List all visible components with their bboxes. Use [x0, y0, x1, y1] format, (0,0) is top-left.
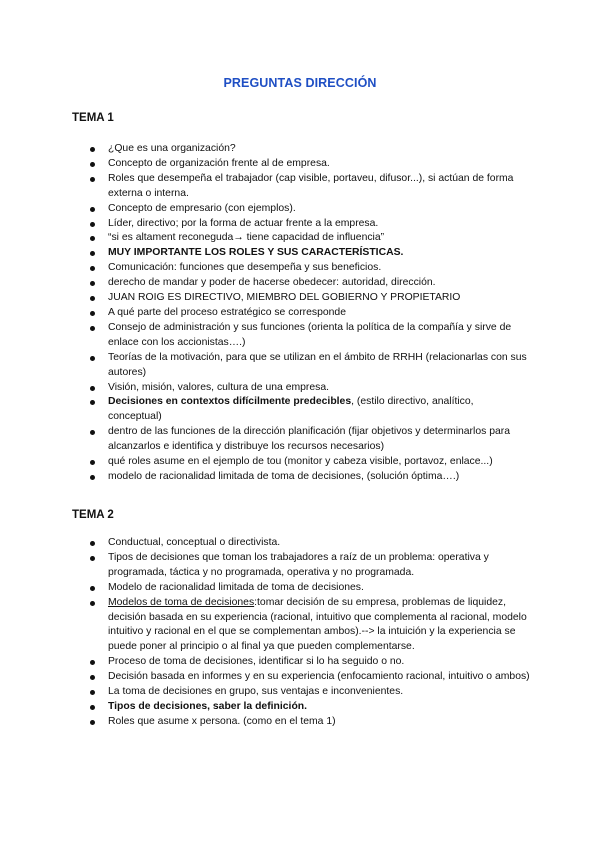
list-item-text: Roles que desempeña el trabajador (cap visible, portaveu, difusor...), si actúan de forma externa o interna. — [108, 172, 514, 199]
list-item — [90, 276, 530, 291]
bullet-icon — [90, 207, 95, 212]
bullet-icon — [90, 460, 95, 465]
list-item — [90, 142, 530, 157]
bullet-icon — [90, 475, 95, 480]
list-item — [90, 306, 530, 321]
list-item-text: Modelo de racionalidad limitada de toma de decisiones. — [108, 581, 364, 593]
bullet-icon — [90, 386, 95, 391]
list-item-text: “si es altament reconeguda→ tiene capacidad de influencia” — [108, 232, 385, 244]
list-item-text: Roles que asume x persona. (como en el tema 1) — [108, 715, 336, 727]
list-item-text: qué roles asume en el ejemplo de tou (monitor y cabeza visible, portavoz, enlace...) — [108, 456, 493, 468]
bullet-icon — [90, 556, 95, 561]
list-item — [90, 291, 530, 306]
list-item-text: Concepto de empresario (con ejemplos). — [108, 202, 296, 214]
list-item — [90, 351, 530, 381]
bullet-icon — [90, 251, 95, 256]
list-item — [90, 670, 530, 685]
list-item — [90, 172, 530, 202]
list-item-text: Tipos de decisiones, saber la definición. — [108, 700, 308, 712]
bullet-icon — [90, 236, 95, 241]
list-item — [90, 246, 530, 261]
list-item — [90, 581, 530, 596]
list-item-text: Visión, misión, valores, cultura de una empresa. — [108, 381, 330, 393]
list-item-text: La toma de decisiones en grupo, sus ventajas e inconvenientes. — [108, 686, 404, 698]
list-item-text: MUY IMPORTANTE LOS ROLES Y SUS CARACTERÍSTICAS. — [108, 247, 404, 259]
bullet-icon — [90, 326, 95, 331]
list-item-text: derecho de mandar y poder de hacerse obedecer: autoridad, dirección. — [108, 277, 436, 289]
list-item — [90, 202, 530, 217]
bullet-icon — [90, 601, 95, 606]
list-item-text: :tomar decisión de su empresa, problemas de liquidez, decisión basada en su experiencia (racional, intuitivo que complementa al racional, modelo intuitivo y racional en el que se complementan ambos).--> la intuición y la experiencia se puede poner al principio o al final ya que pueden complementarse. — [108, 596, 527, 653]
list-item — [90, 551, 530, 581]
list-item — [90, 425, 530, 455]
list-item — [90, 685, 530, 700]
bullet-icon — [90, 177, 95, 182]
bullet-icon — [90, 430, 95, 435]
section-heading-tema-2: TEMA 2 — [72, 509, 114, 521]
bullet-icon — [90, 296, 95, 301]
list-item — [90, 655, 530, 670]
bullet-icon — [90, 266, 95, 271]
list-item-text: Concepto de organización frente al de empresa. — [108, 157, 330, 169]
list-item-text: Conductual, conceptual o directivista. — [108, 537, 281, 548]
bullet-icon — [90, 720, 95, 725]
bullet-icon — [90, 675, 95, 680]
list-item-text: Decisión basada en informes y en su experiencia (enfocamiento racional, intuitivo o ambos) — [108, 671, 530, 683]
list-item-text: ¿Que es una organización? — [108, 143, 236, 154]
section-heading-tema-1: TEMA 1 — [72, 112, 114, 124]
bullet-icon — [90, 147, 95, 152]
bullet-icon — [90, 281, 95, 286]
list-item — [90, 596, 530, 656]
list-item — [90, 455, 530, 470]
list-item-underlined-text: Modelos de toma de decisiones — [108, 596, 255, 608]
list-item-text: JUAN ROIG ES DIRECTIVO, MIEMBRO DEL GOBIERNO Y PROPIETARIO — [108, 292, 461, 304]
bullet-icon — [90, 311, 95, 316]
tema-1-question-list — [90, 142, 530, 485]
bullet-icon — [90, 356, 95, 361]
list-item — [90, 231, 530, 246]
tema-2-question-list — [90, 536, 530, 730]
list-item — [90, 217, 530, 232]
list-item-text: A qué parte del proceso estratégico se corresponde — [108, 306, 346, 318]
bullet-icon — [90, 660, 95, 665]
list-item-text: modelo de racionalidad limitada de toma de decisiones, (solución óptima….) — [108, 470, 460, 482]
list-item — [90, 395, 530, 425]
list-item — [90, 536, 530, 551]
list-item-text: dentro de las funciones de la dirección planificación (fijar objetivos y determinarlos para alcanzarlos e identifica y distribuye los recursos necesarios) — [108, 426, 510, 453]
list-item — [90, 157, 530, 172]
list-item-text: , (estilo directivo, analítico, conceptual) — [108, 396, 474, 423]
bullet-icon — [90, 541, 95, 546]
list-item — [90, 261, 530, 276]
document-title: PREGUNTAS DIRECCIÓN — [223, 76, 377, 90]
bullet-icon — [90, 222, 95, 227]
bullet-icon — [90, 705, 95, 710]
list-item — [90, 715, 530, 730]
list-item-text: Líder, directivo; por la forma de actuar frente a la empresa. — [108, 217, 379, 229]
list-item-text: Comunicación: funciones que desempeña y sus beneficios. — [108, 262, 382, 274]
list-item-text: Tipos de decisiones que toman los trabajadores a raíz de un problema: operativa y programada, táctica y no programada, operativa y no programada. — [108, 551, 489, 578]
bullet-icon — [90, 586, 95, 591]
list-item-text: Consejo de administración y sus funciones (orienta la política de la compañía y sirve de enlace con los accionistas….) — [108, 321, 512, 348]
bullet-icon — [90, 400, 95, 405]
bullet-icon — [90, 162, 95, 167]
list-item — [90, 381, 530, 396]
list-item-text: Proceso de toma de decisiones, identificar si lo ha seguido o no. — [108, 656, 405, 668]
list-item-bold-text: Decisiones en contextos difícilmente predecibles — [108, 396, 352, 408]
list-item — [90, 700, 530, 715]
bullet-icon — [90, 690, 95, 695]
list-item — [90, 321, 530, 351]
list-item — [90, 470, 530, 485]
list-item-text: Teorías de la motivación, para que se utilizan en el ámbito de RRHH (relacionarlas con sus autores) — [108, 351, 527, 378]
